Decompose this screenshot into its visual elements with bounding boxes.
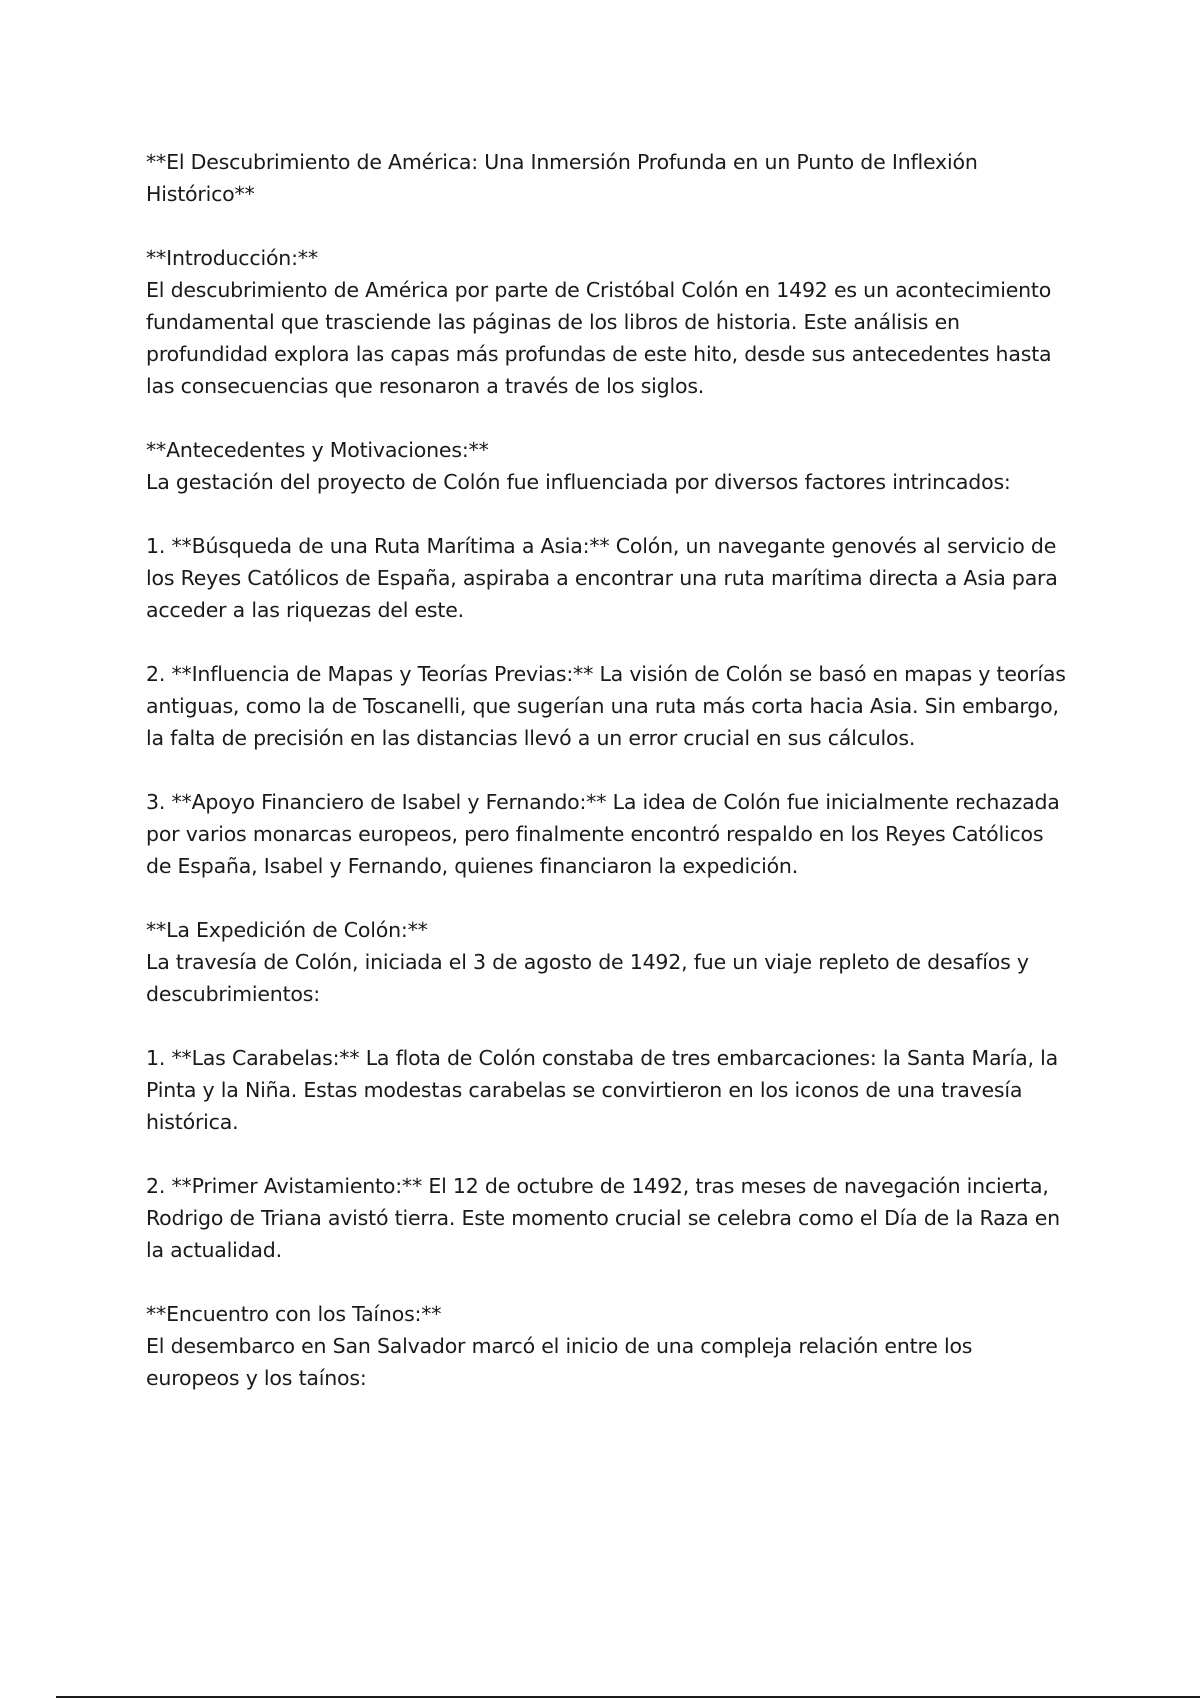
- spacer: [146, 1138, 1066, 1170]
- spacer: [146, 498, 1066, 530]
- intro-heading: **Introducción:**: [146, 246, 318, 270]
- document-body: [146, 146, 1066, 1394]
- spacer: [146, 1266, 1066, 1298]
- background-item-2: 2. **Influencia de Mapas y Teorías Previas:** La visión de Colón se basó en mapas y teorías antiguas, como la de Toscanelli, que sugerían una ruta más corta hacia Asia. Sin embargo, la falta de precisión en las distancias llevó a un error crucial en sus cálculos.: [146, 662, 1066, 750]
- intro-paragraph: El descubrimiento de América por parte de Cristóbal Colón en 1492 es un acontecimiento fundamental que trasciende las páginas de los libros de historia. Este análisis en profundidad explora las capas más profundas de este hito, desde sus antecedentes hasta las consecuencias que resonaron a través de los siglos.: [146, 278, 1052, 398]
- background-paragraph: La gestación del proyecto de Colón fue influenciada por diversos factores intrincados:: [146, 470, 1011, 494]
- expedition-item-1: 1. **Las Carabelas:** La flota de Colón constaba de tres embarcaciones: la Santa María, la Pinta y la Niña. Estas modestas carabelas se convirtieron en los iconos de una travesía histórica.: [146, 1046, 1058, 1134]
- background-item-3: 3. **Apoyo Financiero de Isabel y Fernando:** La idea de Colón fue inicialmente rechazada por varios monarcas europeos, pero finalmente encontró respaldo en los Reyes Católicos de España, Isabel y Fernando, quienes financiaron la expedición.: [146, 790, 1060, 878]
- expedition-heading: **La Expedición de Colón:**: [146, 918, 428, 942]
- spacer: [146, 754, 1066, 786]
- background-heading: **Antecedentes y Motivaciones:**: [146, 438, 489, 462]
- spacer: [146, 882, 1066, 914]
- spacer: [146, 210, 1066, 242]
- page-bottom-rule: [56, 1696, 1200, 1698]
- encounter-paragraph: El desembarco en San Salvador marcó el inicio de una compleja relación entre los europeos y los taínos:: [146, 1334, 973, 1390]
- expedition-item-2: 2. **Primer Avistamiento:** El 12 de octubre de 1492, tras meses de navegación incierta, Rodrigo de Triana avistó tierra. Este momento crucial se celebra como el Día de la Raza en la actualidad.: [146, 1174, 1060, 1262]
- expedition-paragraph: La travesía de Colón, iniciada el 3 de agosto de 1492, fue un viaje repleto de desafíos y descubrimientos:: [146, 950, 1029, 1006]
- spacer: [146, 402, 1066, 434]
- encounter-heading: **Encuentro con los Taínos:**: [146, 1302, 442, 1326]
- spacer: [146, 1010, 1066, 1042]
- background-item-1: 1. **Búsqueda de una Ruta Marítima a Asia:** Colón, un navegante genovés al servicio de los Reyes Católicos de España, aspiraba a encontrar una ruta marítima directa a Asia para acceder a las riquezas del este.: [146, 534, 1058, 622]
- document-title: **El Descubrimiento de América: Una Inmersión Profunda en un Punto de Inflexión Histórico**: [146, 150, 978, 206]
- spacer: [146, 626, 1066, 658]
